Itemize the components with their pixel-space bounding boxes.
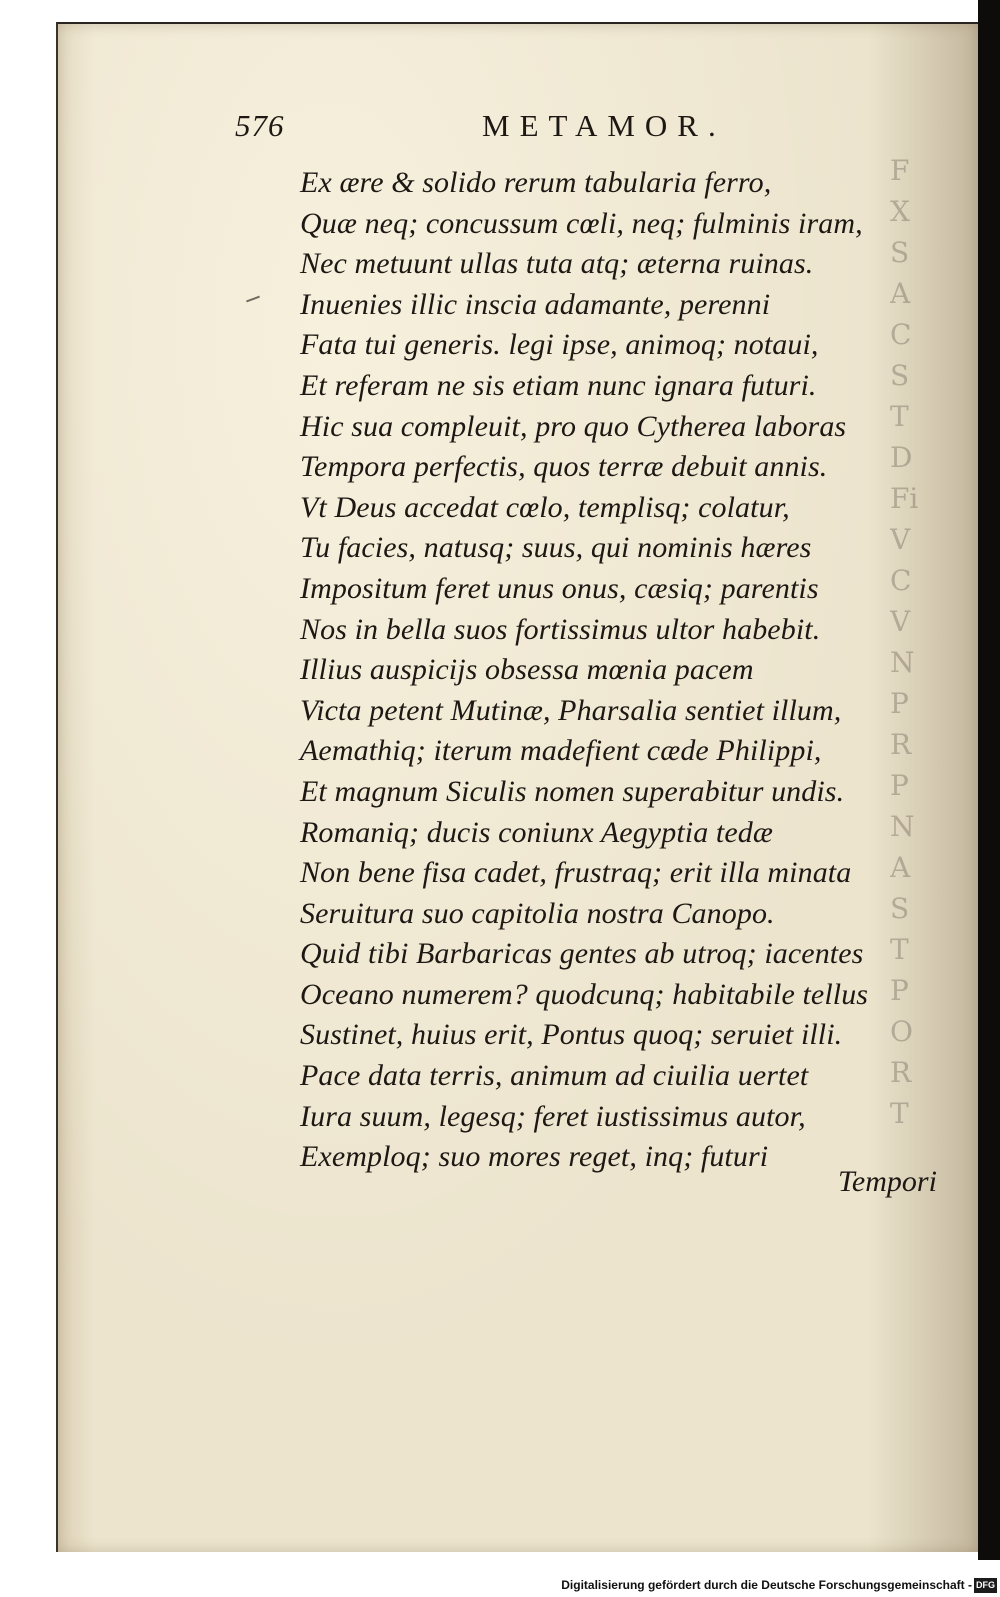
verse-line: Victa petent Mutinæ, Pharsalia sentiet illum,: [300, 693, 842, 727]
verse-line: Romaniq; ducis coniunx Aegyptia tedæ: [300, 815, 773, 849]
verse-line: Vt Deus accedat cœlo, templisq; colatur,: [300, 490, 790, 524]
verse-line: Sustinet, huius erit, Pontus quoq; seruiet illi.: [300, 1018, 843, 1052]
verse-line: Exemploq; suo mores reget, inq; futuri: [300, 1140, 769, 1174]
margin-mark: [246, 296, 260, 303]
verse-line: Et magnum Siculis nomen superabitur undis.: [300, 774, 845, 808]
verse-line: Quid tibi Barbaricas gentes ab utroq; iacentes: [300, 937, 864, 971]
verse-line: Tu facies, natusq; suus, qui nominis hæres: [300, 531, 812, 565]
verse-line: Pace data terris, animum ad ciuilia uertet: [300, 1059, 809, 1093]
verse-line: Quæ neq; concussum cœli, neq; fulminis iram,: [300, 206, 863, 240]
verse-line: Nec metuunt ullas tuta atq; æterna ruinas.: [300, 247, 814, 281]
verse-line: Illius auspicijs obsessa mœnia pacem: [300, 653, 754, 687]
verse-line: Non bene fisa cadet, frustraq; erit illa minata: [300, 856, 852, 890]
verse-line: Et referam ne sis etiam nunc ignara futuri.: [300, 368, 817, 402]
verse-line: Aemathiq; iterum madefient cæde Philippi,: [300, 734, 822, 768]
verse-line: Impositum feret unus onus, cæsiq; parentis: [300, 571, 819, 605]
verse-line: Tempora perfectis, quos terræ debuit annis.: [300, 450, 828, 484]
verse-line: Fata tui generis. legi ipse, animoq; notaui,: [300, 328, 819, 362]
catchword: Tempori: [838, 1165, 937, 1198]
dfg-logo-icon: DFG: [974, 1578, 997, 1593]
verse-line: Inuenies illic inscia adamante, perenni: [300, 287, 771, 321]
verse-line: Oceano numerem? quodcunq; habitabile tellus: [300, 977, 869, 1011]
funding-credit: Digitalisierung gefördert durch die Deutsche Forschungsgemeinschaft -: [561, 1578, 972, 1592]
verse-line: Iura suum, legesq; feret iustissimus autor,: [300, 1099, 806, 1133]
page-number: 576: [235, 108, 285, 143]
verse-block: [300, 163, 868, 1178]
verse-line: Ex ære & solido rerum tabularia ferro,: [300, 166, 772, 199]
verse-line: Seruitura suo capitolia nostra Canopo.: [300, 896, 775, 930]
running-head: METAMOR.: [482, 108, 726, 143]
facing-page-show-through: F X S A C S T D Fi V C V N P R P N A S T P O R T: [890, 154, 919, 1130]
verse-line: Nos in bella suos fortissimus ultor habebit.: [300, 612, 821, 646]
verse-line: Hic sua compleuit, pro quo Cytherea laboras: [300, 409, 847, 443]
